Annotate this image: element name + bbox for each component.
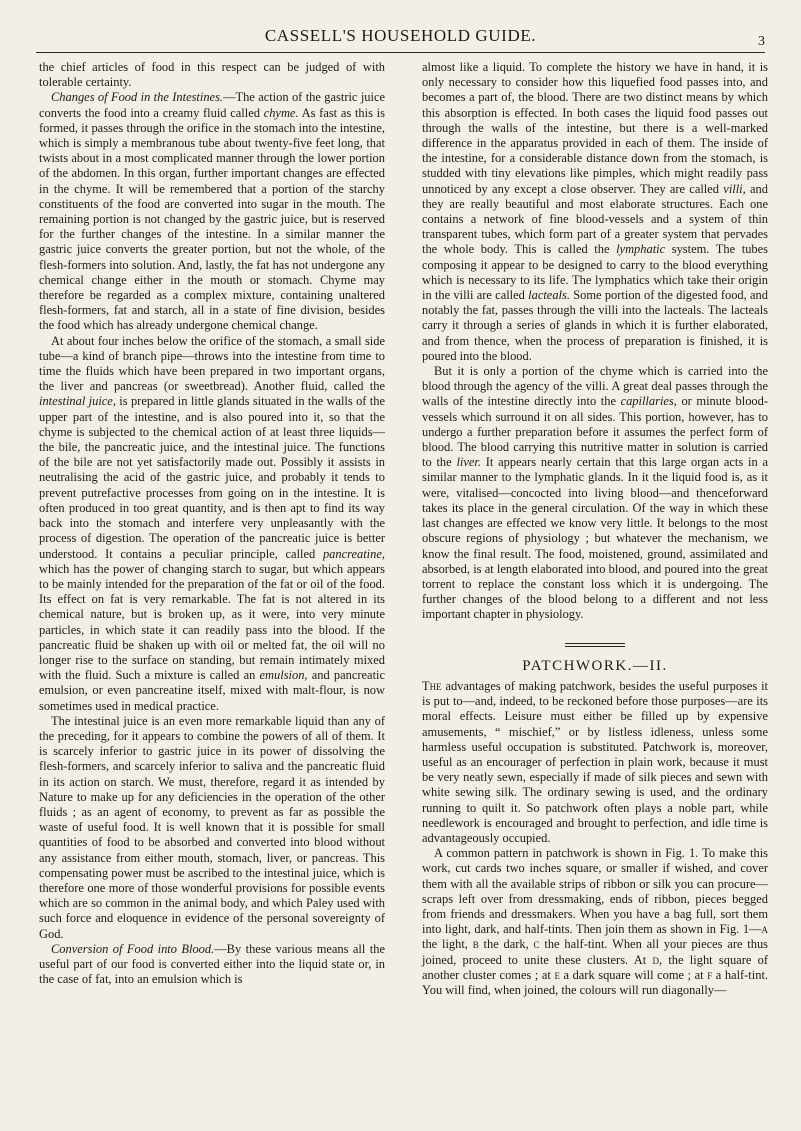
paragraph-heading: Conversion of Food into Blood. xyxy=(51,941,215,956)
section-heading: PATCHWORK.—II. xyxy=(522,657,668,674)
right-column xyxy=(422,60,768,998)
paragraph: almost like a liquid. To complete the history we have in hand, it is only necessary to consider how this liquefied food passes into, and becomes a part of, the blood. There are two distinct means by which this absorption is effected. In both cases the liquid food passes out through the walls of the intestine, but there is a well-marked difference in the apparatus provided in each of them. The inside of the intestine, for a considerable distance down from the stomach, is studded with tiny elevations like pimples, which might readily pass unnoticed by any except a close observer. They are called villi, and they are really beautiful and most elaborate structures. Each one contains a network of fine blood-vessels and a system of thin transparent tubes, which form part of a greater system that pervades the whole body. This is called the lymphatic system. The tubes composing it appear to be designed to carry to the blood everything which is necessary to its life. The lymphatics which take their origin in the villi are called lacteals. Some portion of the digested food, and notably the fat, passes through the villi into the lacteals. The lacteals carry it through a series of glands in which it is further elaborated, and from thence, when the process of preparation is finished, it is poured into the blood. xyxy=(422,60,768,363)
paragraph: A common pattern in patchwork is shown in Fig. 1. To make this work, cut cards two inches square, or smaller if wished, and cover them with all the available strips of ribbon or silk you can procure—scraps left over from dressmaking, ends of ribbon, pieces begged from friends and dressmakers. When you have a bag full, sort them into light, dark, and half-tints. Then join them as shown in Fig. 1—a the light, b the dark, c the half-tint. When all your pieces are thus joined, proceed to unite these clusters. At d, the light square of another cluster comes ; at e a dark square will come ; at f a half-tint. You will find, when joined, the colours will run diagonally— xyxy=(422,846,769,997)
running-header xyxy=(36,26,765,50)
section-divider xyxy=(422,636,768,651)
paragraph-heading: Changes of Food in the Intestines. xyxy=(51,90,224,105)
paragraph: the chief articles of food in this respect can be judged of with tolerable certainty. xyxy=(39,60,385,90)
paragraph: The intestinal juice is an even more remarkable liquid than any of the preceding, for it appears to combine the powers of all of them. It is scarcely inferior to gastric juice in its power of dissolving the flesh-formers, and scarcely inferior to saliva and the pancreatic fluid in its action on starch. We must, therefore, regard it as intended by Nature to make up for any deficiencies in the operation of the other fluids ; as an agent of economy, to prevent as far as possible the waste of useful food. It is well known that it is possible for small quantities of food to be absorbed and converted into blood without any assistance from either mouth, stomach, liver, or pancreas. This compensating power must be ascribed to the intestinal juice, which is therefore one more of those wonderful provisions for possible events which are so common in the animal body, and which Paley used with such force and eloquence in evidence of the personal sovereignty of God. xyxy=(39,713,385,941)
paragraph: The advantages of making patchwork, besides the useful purposes it is put to—and, indeed, to be reckoned before those purposes—are its moral effects. Leisure must either be filled up by expensive amusements, “ mischief,” or by listless idleness, unless some harmless useful occupation is substituted. Patchwork is, moreover, useful as an encourager of perfection in plain work, because it must be very neatly sewn, especially if made of silk pieces and sewn with white sewing silk. The ordinary sewing is used, and the ordinary running to quilt it. So patchwork often plays a noble part, while needlework is encouraged and brought to perfection, and idle time is advantageously occupied. xyxy=(422,678,768,845)
left-column xyxy=(39,60,385,987)
paragraph: At about four inches below the orifice of the stomach, a small side tube—a kind of branch pipe—throws into the intestine from time to time the fluids which have been prepared in two important organs, the liver and pancreas (or sweetbread). Another fluid, called the intestinal juice, is prepared in little glands situated in the walls of the upper part of the intestine, and is also poured into it, so that the chyme is subjected to the chemical action of at least three liquids—the bile, the pancreatic juice, and the intestinal juice. The functions of the bile are not yet satisfactorily made out. Possibly it assists in neutralising the acid of the gastric juice, and probably it tends to prevent putrefactive processes from going on in the intestine. It is often produced in too great quantity, and is then apt to find its way back into the stomach and interfere very unpleasantly with the process of digestion. The operation of the pancreatic juice is better understood. It contains a peculiar principle, called pancreatine, which has the power of changing starch to sugar, but which appears to be mainly intended for the preparation of the fat or oil of the food. Its effect on fat is very remarkable. The fat is not altered in its chemical nature, but is broken up, as it were, into very minute particles, in which state it can readily pass into the blood. If the pancreatic fluid be shaken up with oil or melted fat, the oil will no longer rise to the surface on standing, but remain intimately mixed with the fluid. Such a mixture is called an emulsion, and pancreatic emulsion, or even pancreatine itself, mixed with malt-flour, is now sometimes used in medical practice. xyxy=(39,333,385,713)
paragraph: But it is only a portion of the chyme which is carried into the blood through the agency of the villi. A great deal passes through the walls of the intestine directly into the capillaries, or minute blood-vessels which surround it on all sides. This portion, however, has to undergo a further preparation before it assumes the perfect form of blood. The blood carrying this nutritive matter in solution is carried to the liver. It appears nearly certain that this large organ acts in a similar manner to the lymphatic glands. In it the liquid food is, as it were, vitalised—concocted into living blood—and thenceforward takes its place in the general circulation. Of the way in which these last changes are effected we know very little. It belongs to the most obscure regions of physiology ; but whatever the mechanism, we know the final result. The food, moistened, ground, assimilated and absorbed, is at length elaborated into blood, and poured into the great torrent to replace the constant loss which it is undergoing. The further changes of the blood belong to a different and not less important chapter in physiology. xyxy=(422,364,768,622)
paragraph: Changes of Food in the Intestines.—The action of the gastric juice converts the food into a creamy fluid called chyme. As fast as this is formed, it passes through the orifice in the stomach into the intestine, which is simply a membranous tube about twenty-five feet long, that twists about in a most complicated manner through the lower portion of the abdomen. In this organ, further important changes are effected in the chyme. It will be remembered that a portion of the starchy constituents of the food are converted into sugar in the mouth. The remaining portion is not changed by the gastric juice, but is reserved for the further changes of the intestine. In a similar manner the gastric juice converts the greater portion, but not the whole, of the flesh-formers into solution. And, lastly, the fat has not undergone any chemical change either in the mouth or stomach. Chyme may therefore be regarded as a complex mixture, containing unaltered flesh-formers, fat and starch, all in a state of fine division, besides the food which has already undergone chemical change. xyxy=(39,90,385,333)
page-number: 3 xyxy=(758,34,765,49)
paragraph: Conversion of Food into Blood.—By these various means all the useful part of our food is converted either into the liquid state or, in the case of fat, into an emulsion which is xyxy=(39,941,385,987)
header-rule xyxy=(36,52,765,53)
running-title: CASSELL'S HOUSEHOLD GUIDE. xyxy=(264,26,537,45)
